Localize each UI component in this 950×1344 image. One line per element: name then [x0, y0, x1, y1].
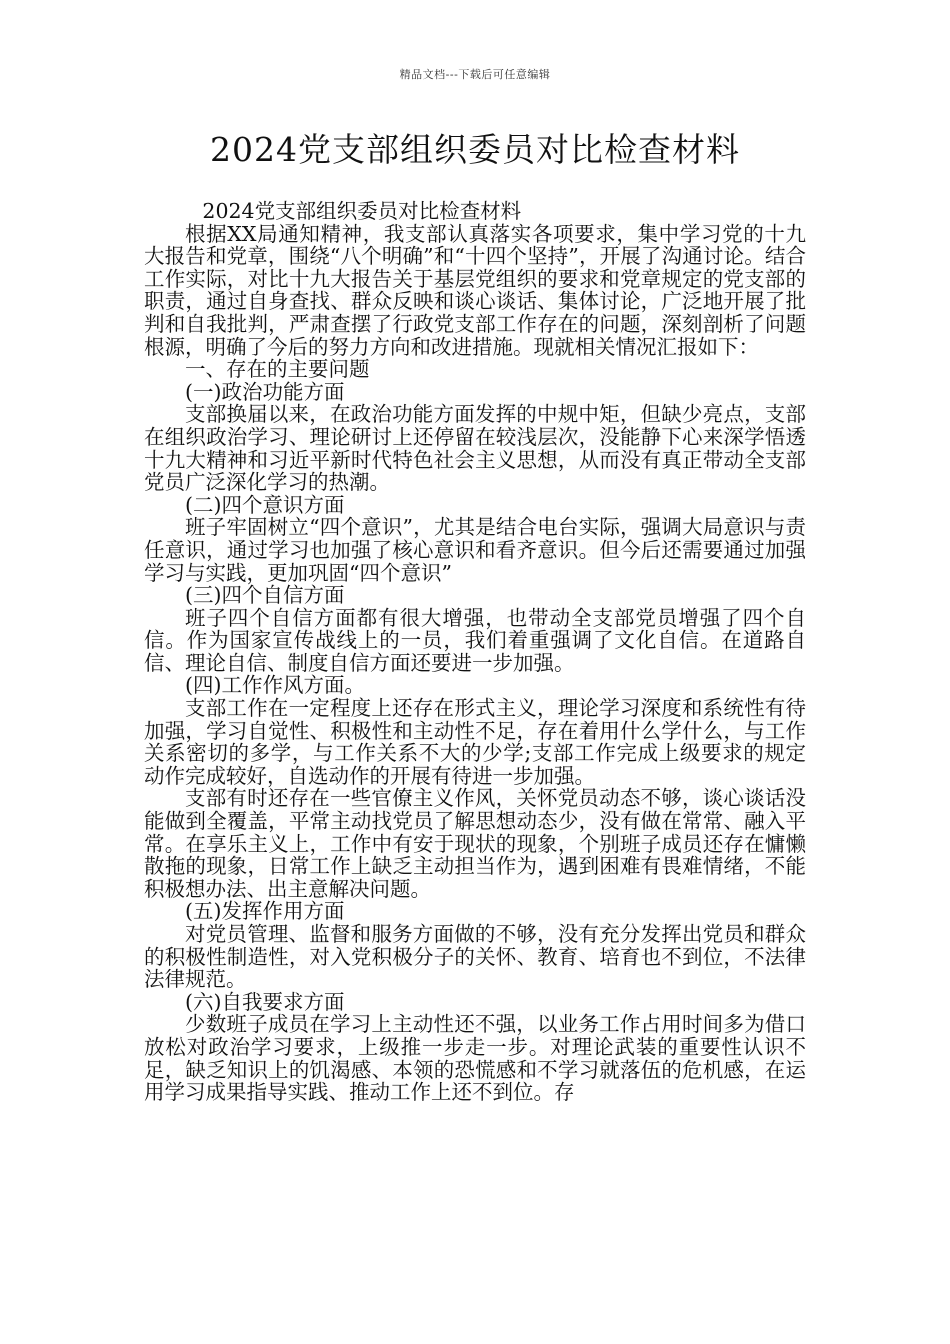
body-paragraph: 支部工作在一定程度上还存在形式主义，理论学习深度和系统性有待加强，学习自觉性、积极性和主动性不足，存在着用什么学什么，与工作关系密切的多学，与工作关系不大的少学;支部工作完成上级要求的规定动作完成较好，自选动作的开展有待进一步加强。: [144, 696, 806, 788]
subsection-heading: (六)自我要求方面: [185, 989, 345, 1014]
section-heading: 一、存在的主要问题: [185, 357, 370, 382]
body-paragraph: 支部有时还存在一些官僚主义作风，关怀党员动态不够，谈心谈话没能做到全覆盖，平常主动找党员了解思想动态少，没有做在常常、融入平常。在享乐主义上，工作中有安于现状的现象，个别班子成员还存在慵懒散拖的现象，日常工作上缺乏主动担当作为，遇到困难有畏难情绪，不能积极想办法、出主意解决问题。: [144, 786, 806, 901]
subsection-heading: (二)四个意识方面: [185, 492, 345, 517]
page-header-note: 精品文档---下载后可任意编辑: [399, 68, 551, 81]
subtitle-line: 2024党支部组织委员对比检查材料: [202, 199, 522, 223]
subsection-heading: (五)发挥作用方面: [185, 899, 345, 924]
body-paragraph: 少数班子成员在学习上主动性还不强，以业务工作占用时间多为借口放松对政治学习要求，上级推一步走一步。对理论武装的重要性认识不足，缺乏知识上的饥渴感、本领的恐慌感和不学习就落伍的危机感，在运用学习成果指导实践、推动工作上还不到位。存: [144, 1012, 806, 1105]
intro-paragraph: 根据XX局通知精神，我支部认真落实各项要求，集中学习党的十九大报告和党章，围绕“八个明确”和“十四个坚持”，开展了沟通讨论。结合工作实际，对比十九大报告关于基层党组织的要求和党章规定的党支部的职责，通过自身查找、群众反映和谈心谈话、集体讨论，广泛地开展了批判和自我批判，严肃查摆了行政党支部工作存在的问题，深刻剖析了问题根源，明确了今后的努力方向和改进措施。现就相关情况汇报如下：: [144, 221, 806, 359]
subsection-heading: (四)工作作风方面。: [185, 673, 365, 698]
subsection-heading: (一)政治功能方面: [185, 379, 345, 404]
document-body: [144, 200, 806, 1104]
body-paragraph: 支部换届以来，在政治功能方面发挥的中规中矩，但缺少亮点，支部在组织政治学习、理论研讨上还停留在较浅层次，没能静下心来深学悟透十九大精神和习近平新时代特色社会主义思想，从而没有真正带动全支部党员广泛深化学习的热潮。: [144, 402, 806, 495]
body-paragraph: 班子四个自信方面都有很大增强，也带动全支部党员增强了四个自信。作为国家宣传战线上的一员，我们着重强调了文化自信。在道路自信、理论自信、制度自信方面还要进一步加强。: [144, 605, 806, 675]
body-paragraph: 班子牢固树立“四个意识”，尤其是结合电台实际，强调大局意识与责任意识，通过学习也加强了核心意识和看齐意识。但今后还需要通过加强学习与实践，更加巩固“四个意识”: [144, 515, 806, 585]
body-paragraph: 对党员管理、监督和服务方面做的不够，没有充分发挥出党员和群众的积极性制造性，对入党积极分子的关怀、教育、培育也不到位，不法律法律规范。: [144, 922, 806, 992]
subsection-heading: (三)四个自信方面: [185, 583, 345, 608]
document-title: 2024党支部组织委员对比检查材料: [210, 130, 740, 169]
